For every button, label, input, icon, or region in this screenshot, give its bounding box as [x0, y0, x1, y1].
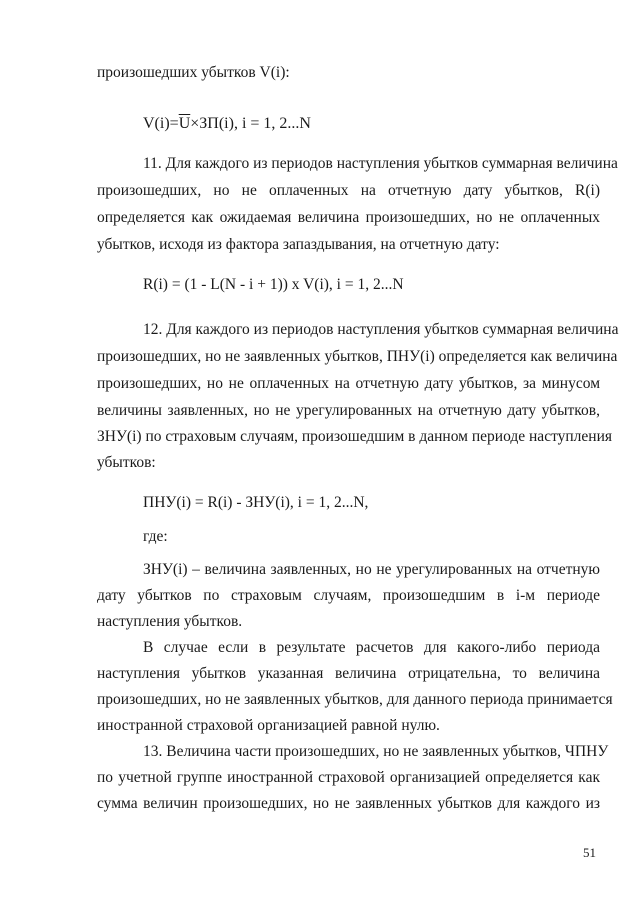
page-number: 51	[583, 845, 596, 860]
formula-v-pre: V(i)=	[143, 115, 179, 132]
def-znu-line-1: ЗНУ(i) – величина заявленных, но не урегулированных на отчетную	[143, 561, 600, 578]
p-negative-line-2: наступления убытков указанная величина отрицательна, то величина	[97, 665, 600, 682]
p11-line-4: убытков, исходя из фактора запаздывания, на отчетную дату:	[97, 236, 500, 253]
p13-line-1: 13. Величина части произошедших, но не заявленных убытков, ЧПНУ	[143, 743, 609, 760]
formula-v-post: ×ЗП(i), i = 1, 2...N	[190, 115, 311, 132]
formula-v	[143, 114, 311, 134]
p12-line-4: величины заявленных, но не урегулированных на отчетную дату убытков,	[97, 402, 600, 419]
p11-line-1: 11. Для каждого из периодов наступления убытков суммарная величина	[143, 155, 618, 172]
formula-v-ubar: $\overline{U}$	[178, 115, 191, 132]
p11-line-3: определяется как ожидаемая величина произошедших, но не оплаченных	[97, 209, 600, 226]
p-negative-line-4: иностранной страховой организацией равной нулю.	[97, 717, 440, 734]
formula-r: R(i) = (1 - L(N - i + 1)) x V(i), i = 1, 2...N	[143, 276, 404, 293]
p13-line-2: по учетной группе иностранной страховой организацией определяется как	[97, 769, 600, 786]
p12-line-6: убытков:	[97, 454, 156, 471]
p12-line-1: 12. Для каждого из периодов наступления убытков суммарная величина	[143, 321, 619, 338]
p12-line-5: ЗНУ(i) по страховым случаям, произошедшим в данном периоде наступления	[97, 428, 613, 445]
p12-line-3: произошедших, но не оплаченных на отчетную дату убытков, за минусом	[97, 375, 600, 392]
def-znu-line-3: наступления убытков.	[97, 613, 243, 630]
text-line: произошедших убытков V(i):	[97, 64, 290, 81]
def-znu-line-2: дату убытков по страховым случаям, произошедшим в i-м периоде	[97, 587, 600, 604]
p-negative-line-3: произошедших, но не заявленных убытков, для данного периода принимается	[97, 691, 613, 708]
formula-pnu: ПНУ(i) = R(i) - ЗНУ(i), i = 1, 2...N,	[143, 494, 369, 511]
p11-line-2: произошедших, но не оплаченных на отчетную дату убытков, R(i)	[97, 182, 600, 199]
p13-line-3: сумма величин произошедших, но не заявленных убытков для каждого из	[97, 795, 600, 812]
where-label: где:	[143, 528, 168, 545]
p12-line-2: произошедших, но не заявленных убытков, ПНУ(i) определяется как величина	[97, 348, 618, 365]
p-negative-line-1: В случае если в результате расчетов для какого-либо периода	[143, 639, 600, 656]
